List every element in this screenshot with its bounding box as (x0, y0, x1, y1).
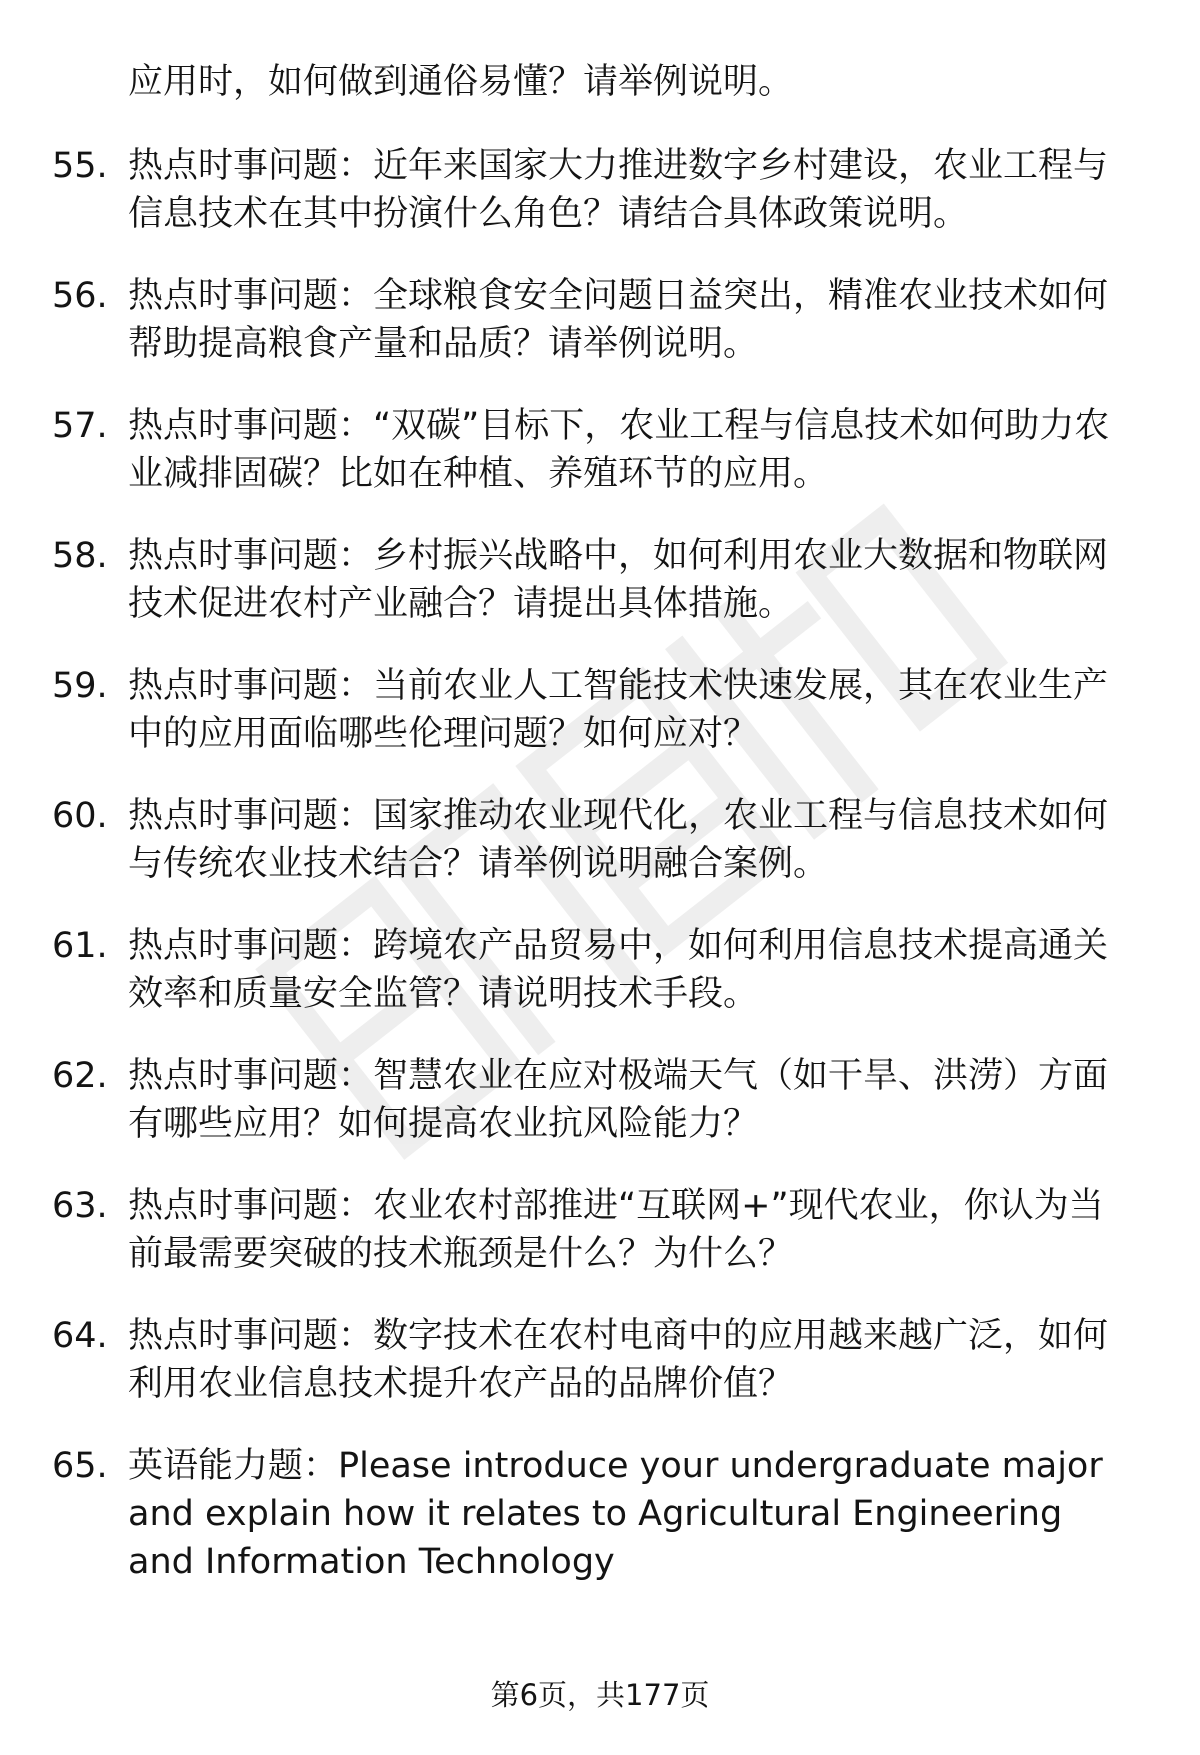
question-number: 65. (52, 1446, 108, 1486)
question-number: 59. (52, 666, 108, 706)
question-item (0, 1312, 1200, 1442)
question-number: 61. (52, 926, 108, 966)
question-text: 热点时事问题：“双碳”目标下，农业工程与信息技术如何助力农业减排固碳？比如在种植、养殖环节的应用。 (128, 406, 1110, 494)
question-text: 热点时事问题：近年来国家大力推进数字乡村建设，农业工程与信息技术在其中扮演什么角色？请结合具体政策说明。 (128, 146, 1109, 234)
question-text: 热点时事问题：农业农村部推进“互联网+”现代农业，你认为当前最需要突破的技术瓶颈是什么？为什么？ (128, 1186, 1104, 1274)
question-text: 热点时事问题：当前农业人工智能技术快速发展，其在农业生产中的应用面临哪些伦理问题？如何应对？ (128, 666, 1109, 754)
question-item (0, 1182, 1200, 1312)
question-item (0, 1442, 1200, 1612)
question-text: 英语能力题：Please introduce your undergraduate major and explain how it relates to Agricultural Engineering and Information Technology (128, 1446, 1103, 1582)
question-text: 热点时事问题：全球粮食安全问题日益突出，精准农业技术如何帮助提高粮食产量和品质？请举例说明。 (128, 276, 1109, 364)
question-item (0, 272, 1200, 402)
question-number: 62. (52, 1056, 108, 1096)
question-item (0, 662, 1200, 792)
continuation-text: 应用时，如何做到通俗易懂？请举例说明。 (128, 62, 794, 102)
question-item (0, 142, 1200, 272)
question-text: 热点时事问题：智慧农业在应对极端天气（如干旱、洪涝）方面有哪些应用？如何提高农业抗风险能力？ (128, 1056, 1109, 1144)
question-text: 热点时事问题：数字技术在农村电商中的应用越来越广泛，如何利用农业信息技术提升农产品的品牌价值？ (128, 1316, 1109, 1404)
question-item (0, 922, 1200, 1052)
question-number: 58. (52, 536, 108, 576)
question-item (0, 792, 1200, 922)
question-text: 热点时事问题：跨境农产品贸易中，如何利用信息技术提高通关效率和质量安全监管？请说明技术手段。 (128, 926, 1109, 1014)
question-item (0, 532, 1200, 662)
question-number: 64. (52, 1316, 108, 1356)
question-number: 56. (52, 276, 108, 316)
question-text: 热点时事问题：乡村振兴战略中，如何利用农业大数据和物联网技术促进农村产业融合？请提出具体措施。 (128, 536, 1109, 624)
question-item (0, 402, 1200, 532)
question-number: 57. (52, 406, 108, 446)
question-number: 63. (52, 1186, 108, 1226)
question-list (0, 142, 1200, 1612)
question-number: 55. (52, 146, 108, 186)
question-text: 热点时事问题：国家推动农业现代化，农业工程与信息技术如何与传统农业技术结合？请举例说明融合案例。 (128, 796, 1109, 884)
page-footer: 第6页，共177页 (490, 1678, 710, 1712)
question-item (0, 1052, 1200, 1182)
question-number: 60. (52, 796, 108, 836)
